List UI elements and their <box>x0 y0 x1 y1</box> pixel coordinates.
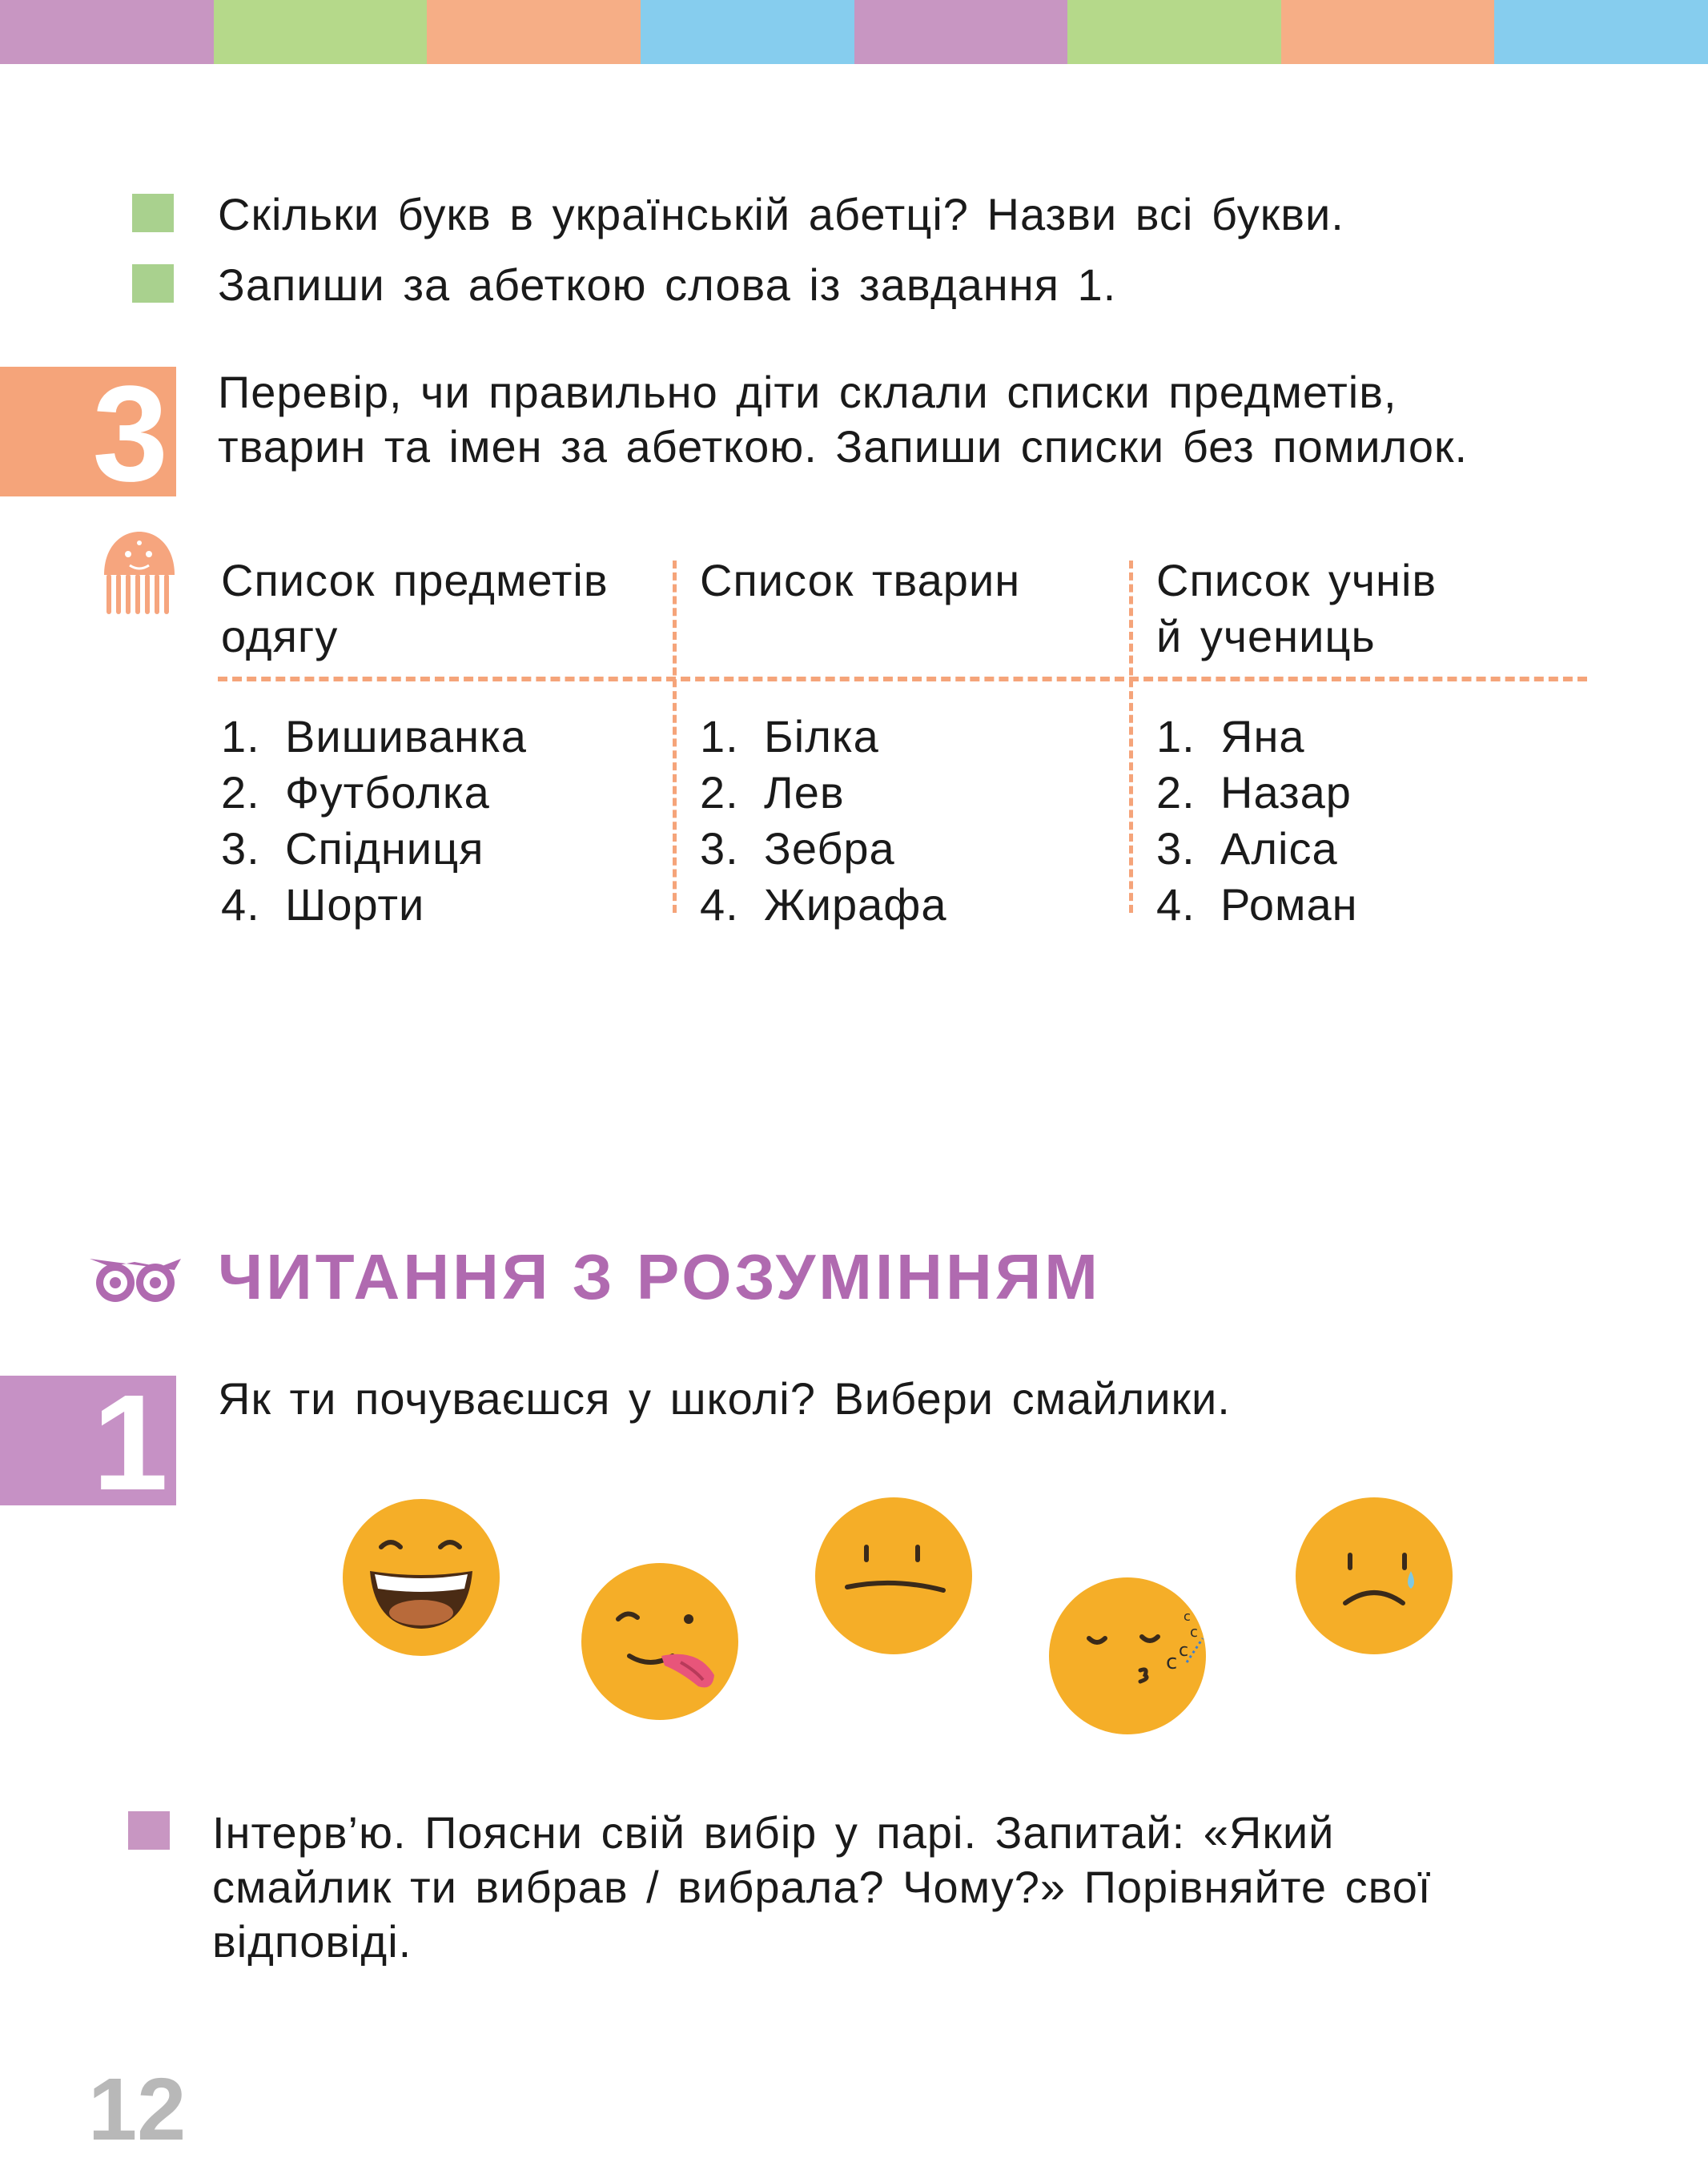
tongue-out-emoji[interactable] <box>578 1560 741 1723</box>
list-item: 1. Білка <box>700 711 879 761</box>
task-text-line: тварин та імен за абеткою. Запиши списки без помилок. <box>218 421 1469 472</box>
list-item: 1. Вишиванка <box>221 711 527 761</box>
column-divider <box>673 561 677 913</box>
column-header: Список учнів <box>1156 555 1437 605</box>
list-item: 3. Аліса <box>1156 823 1338 874</box>
column-header: Список тварин <box>700 555 1021 605</box>
svg-text:c: c <box>1184 1609 1191 1624</box>
sad-tear-emoji[interactable] <box>1292 1494 1456 1658</box>
laughing-emoji[interactable] <box>340 1496 503 1659</box>
column-list <box>221 709 527 933</box>
list-item: 3. Зебра <box>700 823 895 874</box>
svg-text:c: c <box>1190 1624 1198 1641</box>
svg-text:c: c <box>1166 1650 1178 1674</box>
list-item: 2. Назар <box>1156 767 1352 818</box>
list-item: 4. Роман <box>1156 879 1358 930</box>
list-item: 2. Футболка <box>221 767 490 818</box>
stripe-segment <box>641 0 854 64</box>
task-number: 3 <box>92 358 168 510</box>
list-item: 3. Спідниця <box>221 823 484 874</box>
table-column <box>700 553 1020 609</box>
table-column <box>221 553 609 665</box>
task-line: Скільки букв в українській абетці? Назви всі букви. <box>218 189 1344 239</box>
task-number: 1 <box>92 1367 168 1519</box>
stripe-segment <box>214 0 428 64</box>
task-bullet-square <box>132 194 174 232</box>
top-color-stripe <box>0 0 1708 64</box>
jellyfish-icon <box>101 528 178 617</box>
header-divider <box>218 677 1587 681</box>
stripe-segment <box>0 0 214 64</box>
task-text-line: Перевір, чи правильно діти склали списки предметів, <box>218 367 1397 417</box>
task-number-block <box>0 358 176 510</box>
task-number-block <box>0 1367 176 1519</box>
task-bullet-square <box>128 1811 170 1850</box>
list-item: 1. Яна <box>1156 711 1305 761</box>
stripe-segment <box>427 0 641 64</box>
column-header: Список предметів <box>221 555 609 605</box>
svg-text:c: c <box>1179 1641 1189 1661</box>
task-text-line: Як ти почуваєшся у школі? Вибери смайлики. <box>218 1373 1231 1424</box>
stripe-segment <box>1494 0 1708 64</box>
sleepy-emoji[interactable] <box>1046 1569 1222 1738</box>
stripe-segment <box>1067 0 1281 64</box>
task-bullet-square <box>132 264 174 303</box>
neutral-emoji[interactable] <box>812 1494 975 1658</box>
lists-table <box>218 553 1587 937</box>
list-item: 4. Жирафа <box>700 879 947 930</box>
stripe-segment <box>854 0 1068 64</box>
task-text-line: смайлик ти вибрав / вибрала? Чому?» Порівняйте свої <box>212 1862 1432 1912</box>
column-header: одягу <box>221 611 339 661</box>
column-list <box>1156 709 1358 933</box>
task-line: Запиши за абеткою слова із завдання 1. <box>218 259 1117 310</box>
page-number: 12 <box>88 2060 187 2159</box>
stripe-segment <box>1281 0 1495 64</box>
section-title: ЧИТАННЯ З РОЗУМІННЯМ <box>218 1241 1101 1312</box>
list-item: 2. Лев <box>700 767 845 818</box>
column-header: й учениць <box>1156 611 1376 661</box>
task-text-line: Інтерв’ю. Поясни свій вибір у парі. Запитай: «Який <box>212 1807 1335 1858</box>
owl-eyes-icon <box>86 1251 184 1307</box>
column-divider <box>1129 561 1133 913</box>
list-item: 4. Шорти <box>221 879 425 930</box>
column-list <box>700 709 947 933</box>
task-text-line: відповіді. <box>212 1916 412 1967</box>
table-column <box>1156 553 1437 665</box>
